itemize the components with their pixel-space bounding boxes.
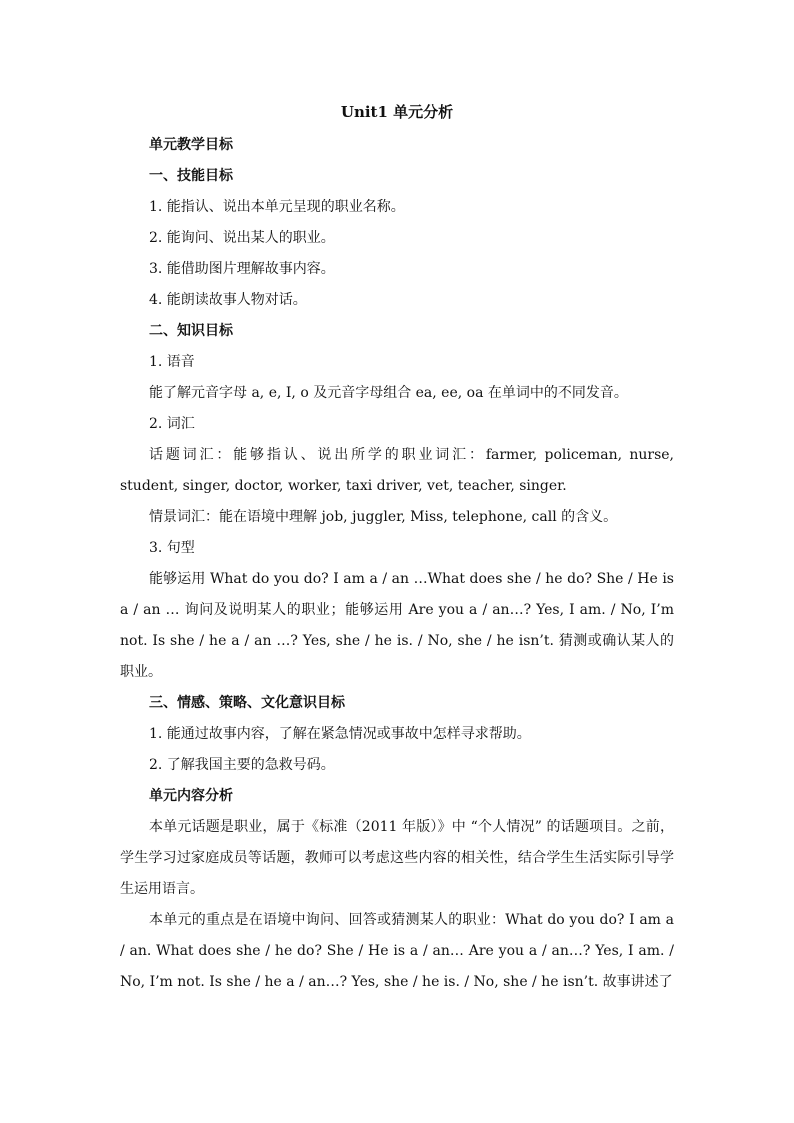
skill-item: 3. 能借助图片理解故事内容。	[149, 261, 335, 277]
vocab-label: 2. 词汇	[149, 416, 195, 432]
page-title: Unit1 单元分析	[340, 103, 454, 121]
heading-emotion: 三、情感、策略、文化意识目标	[149, 695, 345, 711]
phonics-text: 能了解元音字母 a, e, I, o 及元音字母组合 ea, ee, oa 在单词中的不同发音。	[149, 385, 628, 401]
sentence-text: 能够运用 What do you do? I am a / an …What does she / he do? She / He is a / an … 询问及说明某人的职业；能够运用 Are you a / an…? Yes, I am. / No, I’m not. Is she / he a / an …? Yes, she / he is. / No, she / he isn’t. 猜测或确认某人的职业。	[120, 571, 674, 680]
skill-item: 2. 能询问、说出某人的职业。	[149, 230, 335, 246]
phonics-label: 1. 语音	[149, 354, 195, 370]
emotion-item: 1. 能通过故事内容，了解在紧急情况或事故中怎样寻求帮助。	[149, 726, 531, 742]
emotion-item: 2. 了解我国主要的急救号码。	[149, 757, 335, 773]
vocab-context-text: 情景词汇：能在语境中理解 job, juggler, Miss, telephone, call 的含义。	[149, 509, 618, 525]
skill-item: 1. 能指认、说出本单元呈现的职业名称。	[149, 199, 405, 215]
vocab-topic-text: 话题词汇：能够指认、说出所学的职业词汇：farmer, policeman, nurse, student, singer, doctor, worker, taxi driver, vet, teacher, singer.	[120, 447, 674, 494]
heading-skills: 一、技能目标	[149, 168, 233, 184]
section-heading-analysis: 单元内容分析	[149, 788, 233, 804]
heading-knowledge: 二、知识目标	[149, 323, 233, 339]
section-heading-goals: 单元教学目标	[149, 137, 233, 153]
skill-item: 4. 能朗读故事人物对话。	[149, 292, 307, 308]
document-body	[120, 98, 674, 998]
sentence-label: 3. 句型	[149, 540, 195, 556]
analysis-paragraph-2: 本单元的重点是在语境中询问、回答或猜测某人的职业：What do you do? I am a / an. What does she / he do? She / He is a / an… Are you a / an…? Yes, I am. / No, I’m not. Is she / he a / an…? Yes, she / he is. / No, she / he isn’t. 故事讲述了	[120, 912, 674, 990]
analysis-paragraph-1: 本单元话题是职业，属于《标准（2011 年版）》中 “个人情况” 的话题项目。之前，学生学习过家庭成员等话题，教师可以考虑这些内容的相关性，结合学生生活实际引导学生运用语言。	[120, 819, 674, 897]
